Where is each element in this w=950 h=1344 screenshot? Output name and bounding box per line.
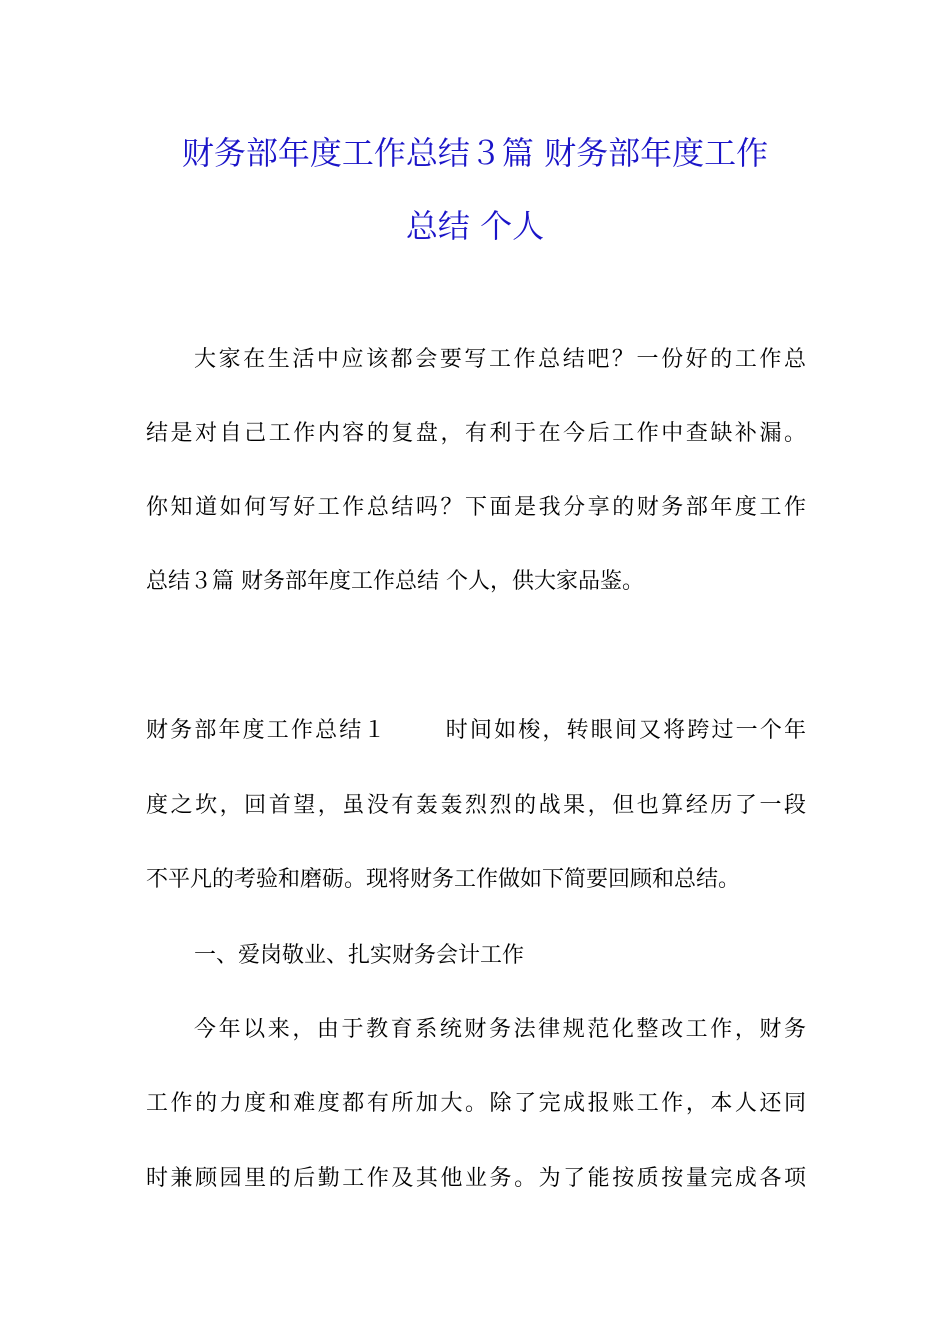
section1-first-line bbox=[146, 717, 806, 745]
section1-line-1: 时间如梭，转眼间又将跨过一个年 bbox=[443, 718, 806, 743]
body-line-1: 今年以来，由于教育系统财务法律规范化整改工作，财务 bbox=[194, 1017, 806, 1042]
intro-line-1: 大家在生活中应该都会要写工作总结吧？一份好的工作总 bbox=[194, 347, 806, 372]
document-title-line-1: 财务部年度工作总结３篇 财务部年度工作 bbox=[181, 134, 769, 172]
section1-line-3: 不平凡的考验和磨砺。现将财务工作做如下简要回顾和总结。 bbox=[146, 867, 741, 892]
body-line-3: 时兼顾园里的后勤工作及其他业务。为了能按质按量完成各项 bbox=[146, 1166, 806, 1191]
intro-line-4: 总结３篇 财务部年度工作总结 个人，供大家品鉴。 bbox=[146, 569, 644, 594]
section1-label: 财务部年度工作总结１ bbox=[146, 718, 388, 743]
intro-line-2: 结是对自己工作内容的复盘，有利于在今后工作中查缺补漏。 bbox=[146, 421, 806, 446]
intro-line-3: 你知道如何写好工作总结吗？下面是我分享的财务部年度工作 bbox=[146, 495, 806, 520]
body-line-2: 工作的力度和难度都有所加大。除了完成报账工作，本人还同 bbox=[146, 1091, 806, 1116]
section1-line-2: 度之坎，回首望，虽没有轰轰烈烈的战果，但也算经历了一段 bbox=[146, 793, 806, 818]
document-title-line-2: 总结 个人 bbox=[405, 207, 545, 245]
subheading: 一、爱岗敬业、扎实财务会计工作 bbox=[194, 943, 525, 968]
